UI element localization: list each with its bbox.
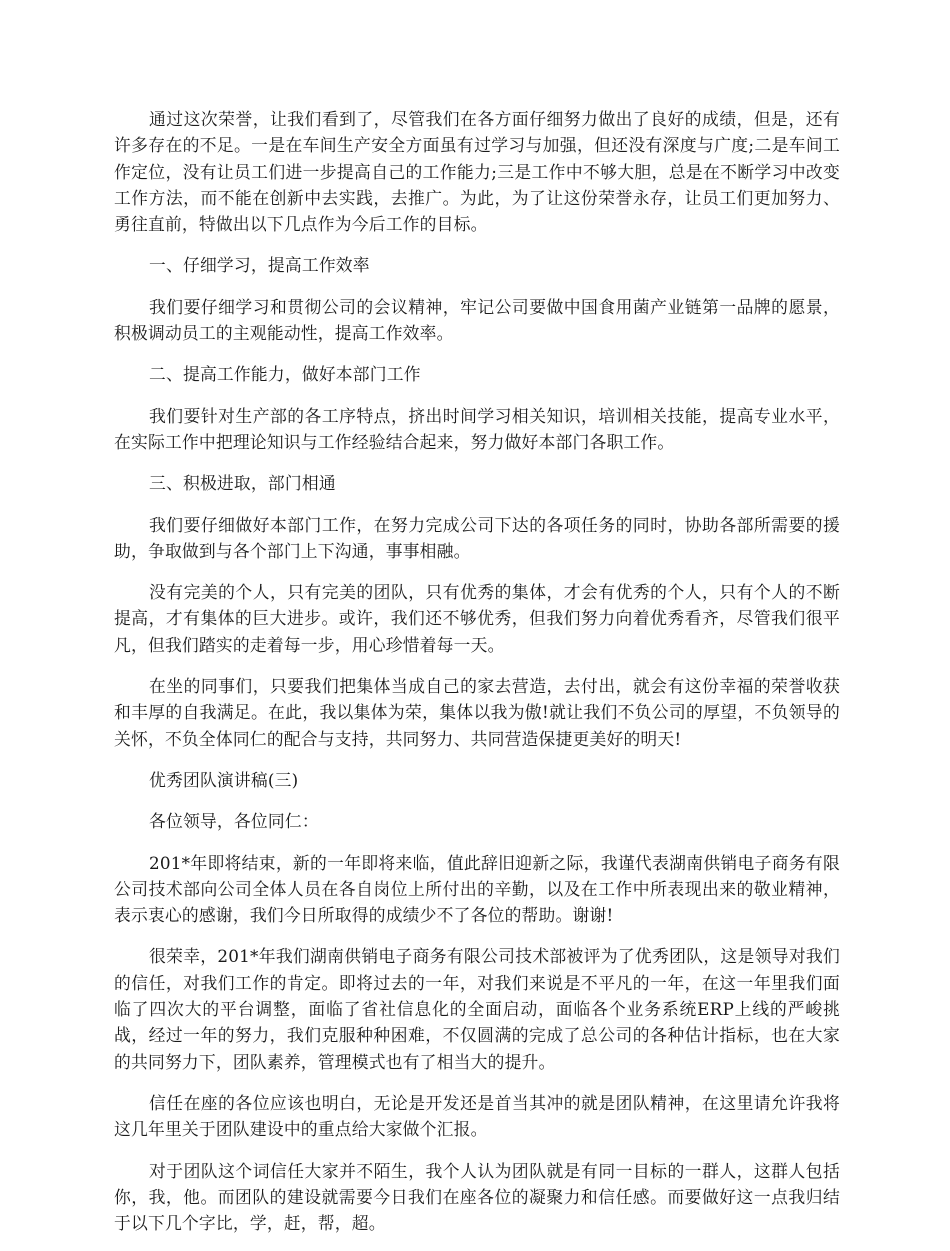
paragraph-honor: 很荣幸，201*年我们湖南供销电子商务有限公司技术部被评为了优秀团队，这是领导对我们的信任，对我们工作的肯定。即将过去的一年，对我们来说是不平凡的一年，在这一年里我们面临了四次大的平台调整，面临了省社信息化的全面启动，面临各个业务系统ERP上线的严峻挑战，经过一年的努力，我们克服种种困难，不仅圆满的完成了总公司的各种估计指标，也在大家的共同努力下，团队素养，管理模式也有了相当大的提升。 <box>114 946 840 1072</box>
speech-greeting: 各位领导，各位同仁： <box>149 811 319 832</box>
paragraph-colleagues: 在坐的同事们，只要我们把集体当成自己的家去营造，去付出，就会有这份幸福的荣誉收获和丰厚的自我满足。在此，我以集体为荣，集体以我为傲!就让我们不负公司的厚望，不负领导的关怀，不负全体同仁的配合与支持，共同努力、共同营造保捷更美好的明天! <box>114 676 840 749</box>
paragraph-team-spirit: 信任在座的各位应该也明白，无论是开发还是首当其冲的就是团队精神，在这里请允许我将这几年里关于团队建设中的重点给大家做个汇报。 <box>114 1092 840 1140</box>
paragraph-section-1: 我们要仔细学习和贯彻公司的会议精神，牢记公司要做中国食用菌产业链第一品牌的愿景，积极调动员工的主观能动性，提高工作效率。 <box>114 296 840 344</box>
section-heading-2: 二、提高工作能力，做好本部门工作 <box>149 364 421 385</box>
speech-title: 优秀团队演讲稿(三) <box>149 769 299 790</box>
paragraph-team-definition: 对于团队这个词信任大家并不陌生，我个人认为团队就是有同一目标的一群人，这群人包括你，我，他。而团队的建设就需要今日我们在座各位的凝聚力和信任感。而要做好这一点我归结于以下几个字比，学，赶，帮，超。 <box>114 1160 840 1234</box>
document-body <box>114 106 840 1251</box>
paragraph-year-end: 201*年即将结束，新的一年即将来临，值此辞旧迎新之际，我谨代表湖南供销电子商务有限公司技术部向公司全体人员在各自岗位上所付出的辛勤，以及在工作中所表现出来的敬业精神，表示衷心的感谢，我们今日所取得的成绩少不了各位的帮助。谢谢! <box>114 852 840 926</box>
paragraph-team-perfect: 没有完美的个人，只有完美的团队，只有优秀的集体，才会有优秀的个人，只有个人的不断提高，才有集体的巨大进步。或许，我们还不够优秀，但我们努力向着优秀看齐，尽管我们很平凡，但我们踏实的走着每一步，用心珍惜着每一天。 <box>114 582 840 655</box>
paragraph-intro: 通过这次荣誉，让我们看到了，尽管我们在各方面仔细努力做出了良好的成绩，但是，还有许多存在的不足。一是在车间生产安全方面虽有过学习与加强，但还没有深度与广度;二是车间工作定位，没有让员工们进一步提高自己的工作能力;三是工作中不够大胆，总是在不断学习中改变工作方法，而不能在创新中去实践，去推广。为此，为了让这份荣誉永存，让员工们更加努力、勇往直前，特做出以下几点作为今后工作的目标。 <box>114 109 840 235</box>
section-heading-3: 三、积极进取，部门相通 <box>149 473 336 494</box>
paragraph-section-3: 我们要仔细做好本部门工作，在努力完成公司下达的各项任务的同时，协助各部所需要的援助，争取做到与各个部门上下沟通，事事相融。 <box>114 514 840 561</box>
paragraph-section-2: 我们要针对生产部的各工序特点，挤出时间学习相关知识，培训相关技能，提高专业水平，在实际工作中把理论知识与工作经验结合起来，努力做好本部门各职工作。 <box>114 405 840 452</box>
section-heading-1: 一、仔细学习，提高工作效率 <box>149 255 370 276</box>
